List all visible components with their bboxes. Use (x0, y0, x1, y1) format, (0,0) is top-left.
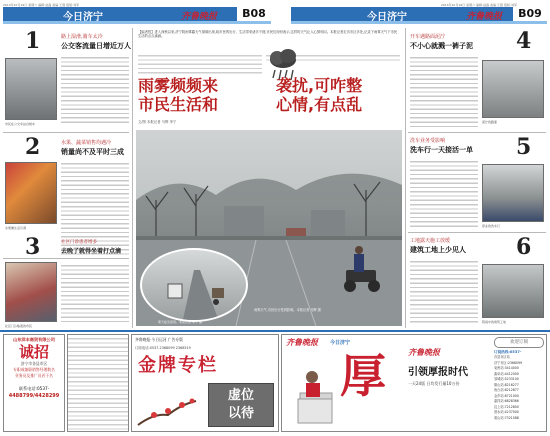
headline-left (138, 76, 218, 114)
ad-company: 山东洋丰商贸有限公司 (13, 337, 55, 342)
ad-line-4: 联系电话:0537- (18, 386, 50, 391)
hotline-item: 金乡站:8721000 (494, 393, 519, 398)
headline-right-line1: 袭扰,可咋整 (276, 76, 363, 95)
section-6-headline: 建筑工地上少见人 (410, 246, 466, 254)
section-1-photo-caption: 市民在公交车站台候车 (5, 122, 36, 126)
section-3-body (61, 262, 129, 324)
hotline-item: 鱼台站:6212877 (494, 388, 519, 392)
section-5-number: 5 (516, 134, 532, 160)
left-header-strip (3, 21, 271, 24)
section-3-headline: 去晚了就得坐着打点滴 (61, 248, 122, 255)
section-1-photo (5, 58, 57, 120)
section-6-photo-caption: 阴雨中的建筑工地 (482, 320, 507, 324)
right-section-title: 今日济宁 (367, 12, 407, 23)
ad-brand: 金牌专栏 (138, 355, 218, 376)
left-page-header (3, 3, 271, 24)
main-photo-caption: 雨雾天气,市民出行受到影响。本报记者 马辉 摄 (254, 308, 321, 312)
left-section-title: 今日济宁 (63, 12, 103, 23)
right-page-number: B09 (513, 7, 547, 21)
hotline-item: 梁山站:7321588 (494, 415, 519, 420)
headline-left-line1: 雨雾频频来 (138, 76, 219, 95)
section-4-headline: 不小心就溅一裤子泥 (410, 42, 473, 50)
section-2-number: 2 (25, 134, 41, 160)
ad-brand-logo: 齐鲁晚报 (408, 348, 440, 357)
newspaper-stack-icon (292, 365, 336, 427)
ad-line-2: 专职或兼职销售经理数名 (13, 367, 55, 372)
divider (408, 232, 546, 233)
foggy-road-illustration (142, 250, 248, 322)
left-header-bar (3, 7, 271, 21)
section-3-number: 3 (25, 234, 41, 260)
hotline-item: 汶上站:7212800 (494, 404, 519, 409)
ad-subscribe-phone: 订阅电话:0537-2368099 2368519 (135, 346, 191, 350)
hotline-item: 邹城站:5233100 (494, 377, 519, 381)
section-6-photo (482, 264, 544, 318)
hotline-item: 微山站:8216277 (494, 382, 519, 387)
headline-left-line2: 市民生活和 (138, 95, 219, 114)
ad-subline: 一天24版 日均发行量10万份 (408, 381, 460, 386)
center-spread (136, 28, 404, 328)
main-photo (136, 130, 402, 326)
right-page-header (291, 3, 547, 24)
section-4-photo-caption: 泥泞的路面 (482, 120, 498, 124)
right-header-bar (291, 7, 547, 21)
gold-column-ad (131, 334, 279, 432)
slogan-box (208, 383, 274, 427)
ads-top-rule (0, 330, 550, 332)
inset-road-photo (140, 248, 248, 322)
section-3-photo-caption: 社区门诊输液的市民 (5, 324, 33, 328)
headline-right (276, 76, 362, 114)
section-2-photo-caption: 水果摊生意冷清 (5, 226, 27, 230)
right-column (408, 28, 548, 328)
section-2-photo (5, 162, 57, 224)
hotline-list (494, 355, 544, 421)
section-1-subhead: 路上湿滑,骑车太冷 (61, 34, 103, 40)
right-topline: 2013年10月19日 星期六 编辑:赵磊 美编:王强 组版:刘军 (440, 3, 517, 7)
section-6-number: 6 (516, 234, 532, 260)
ad-slogan: 引领厚报时代 (408, 367, 468, 378)
ad-slogan-2: 以待 (227, 406, 254, 421)
section-5-photo-caption: 停业的洗车行 (482, 224, 501, 228)
section-4-body (410, 54, 478, 130)
section-4-number: 4 (516, 28, 532, 54)
section-5-photo (482, 164, 544, 222)
subscription-ad (281, 334, 547, 432)
lede-text: 【编者按】进入深秋以来,济宁阴雨雾霾天气频频出现,给市民的出行、生活带来诸多不便,市民们纷纷表示,这样的天气让人心情烦闷。本报记者走访市区多处,记录下雨雾天气下市民生活的点点滴滴。 (138, 30, 398, 39)
plum-blossom-icon (134, 385, 204, 429)
ad-paper-logo: 齐鲁晚报 (286, 338, 318, 347)
section-5-headline: 洗车行一天接活一单 (410, 146, 473, 154)
hotline-title: 订阅热线:0537- (494, 350, 522, 354)
section-6-body (410, 258, 478, 324)
left-page-number: B08 (237, 7, 271, 21)
recruitment-ad (3, 334, 65, 432)
hotline-item: 兖州站:3414000 (494, 366, 519, 370)
section-4-photo (482, 60, 544, 118)
divider (3, 132, 129, 133)
hotline-item: 泗水站:4237000 (494, 410, 519, 414)
left-paper-logo: 齐鲁晚报 (181, 12, 218, 22)
lede-col-left (138, 52, 262, 74)
classifieds-block (67, 334, 129, 432)
column-divider (132, 28, 133, 328)
right-paper-logo: 齐鲁晚报 (466, 12, 503, 22)
ad-slogan-1: 虚位 (227, 388, 254, 403)
section-1-body (61, 54, 129, 124)
headline-right-line2: 心情,有点乱 (276, 95, 363, 114)
section-5-body (410, 158, 478, 230)
ad-big-text: 诚招 (18, 343, 49, 361)
hotline-item: 各县市区站 (494, 355, 510, 359)
section-2-headline: 销量尚不及平时三成 (61, 148, 124, 156)
column-divider (405, 28, 406, 328)
section-2-subhead: 水果、蔬菜销售均遇冷 (61, 140, 112, 146)
hotline-item: 济宁市区:2368099 (494, 360, 523, 365)
hotline-item: 嘉祥站:6828366 (494, 399, 519, 403)
ad-tag: 今日济宁 (330, 340, 351, 346)
byline: 文/图 本报记者 马辉 李宁 (138, 120, 177, 124)
hotline-item: 曲阜站:4412000 (494, 371, 519, 376)
ad-phone: 4488799/4428299 (8, 393, 60, 399)
inset-photo-caption: 雾天能见度低。本报记者 李宁 摄 (158, 320, 202, 324)
ad-big-character: 厚 (340, 349, 386, 403)
divider (408, 132, 546, 133)
section-4-subhead: 开车遇路面泥泞 (410, 34, 446, 40)
divider (3, 258, 129, 259)
ad-line-3: 业务员及推广员若干名 (15, 373, 53, 378)
ad-banner: 齐鲁晚报·今日运河 广告专版 (135, 337, 183, 342)
section-3-photo (5, 262, 57, 322)
left-column (3, 28, 131, 328)
section-6-subhead: 工地露天施工放缓 (410, 238, 451, 244)
ad-line-1: 济宁市各县市区 (20, 361, 48, 366)
section-5-subhead: 洗车业务受影响 (410, 138, 446, 144)
subscribe-badge: 欢迎订阅 (494, 337, 544, 348)
left-topline: 2013年10月19日 星期六 编辑:赵磊 美编:王强 组版:刘军 (3, 3, 80, 7)
section-1-number: 1 (25, 28, 41, 54)
section-3-subhead: 社区门诊患者增多 (61, 240, 97, 245)
right-header-strip (291, 21, 547, 24)
section-1-headline: 公交客流量日增近万人 (61, 42, 131, 50)
